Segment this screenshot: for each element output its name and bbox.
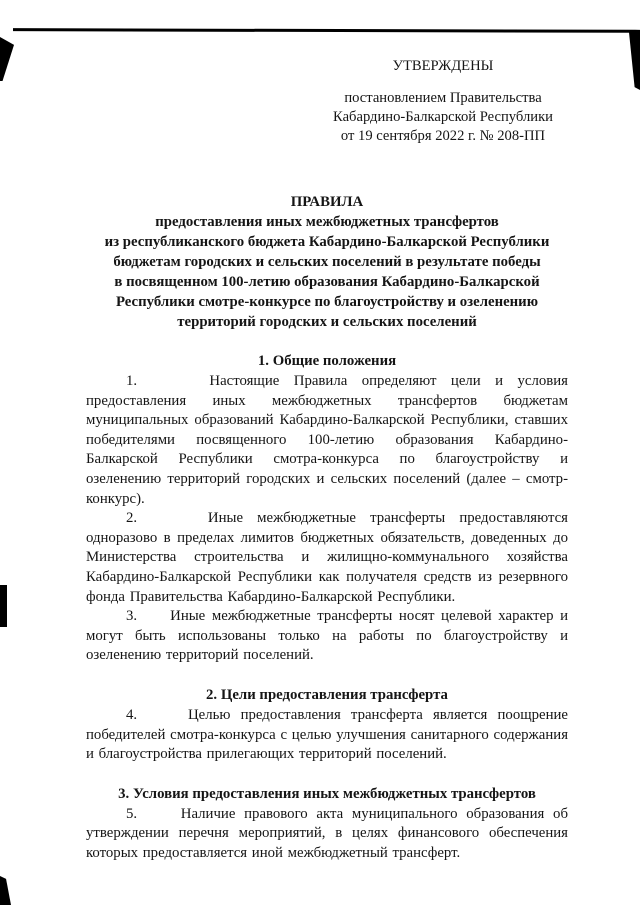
- scan-artifact-left-edge-ink-bar: [0, 585, 7, 627]
- section-heading: 2. Цели предоставления трансферта: [206, 686, 448, 703]
- document-title: [86, 192, 568, 332]
- section-heading: 3. Условия предоставления иных межбюджетных трансфертов: [118, 785, 536, 802]
- title-line: из республиканского бюджета Кабардино-Балкарской Республики: [104, 234, 550, 250]
- section-heading: 1. Общие положения: [257, 353, 397, 369]
- paragraph-1: 1. Настоящие Правила определяют цели и условия предоставления иных межбюджетных трансфертов бюджетам муниципальных образований Кабардино-Балкарской Республики, ставших победителями посвященного 100-летию образования Кабардино-Балкарской Республики смотра-конкурса по благоустройству и озеленению территорий городских и сельских поселений (далее – смотр-конкурс).: [86, 373, 568, 507]
- document-content: [86, 0, 568, 863]
- section-general-provisions: [86, 351, 568, 666]
- approval-date-number-line: от 19 сентября 2022 г. № 208-ПП: [340, 128, 546, 144]
- title-line: бюджетам городских и сельских поселений в результате победы: [113, 254, 541, 270]
- title-line: территорий городских и сельских поселений: [177, 314, 477, 330]
- approval-word: УТВЕРЖДЕНЫ: [392, 58, 494, 74]
- title-line: ПРАВИЛА: [290, 194, 364, 210]
- approval-resolution-line: постановлением Правительства: [344, 90, 542, 106]
- title-line: в посвященном 100-летию образования Кабардино-Балкарской: [114, 274, 540, 290]
- paragraph-5: 5. Наличие правового акта муниципального образования об утверждении перечня мероприятий, в целях финансового обеспечения которых предоставляется иной межбюджетный трансферт.: [86, 805, 568, 861]
- paragraph-2: 2. Иные межбюджетные трансферты предоставляются одноразово в пределах лимитов бюджетных обязательств, доведенных до Министерства строительства и жилищно-коммунального хозяйства Кабардино-Балкарской Республики как получателя средств из резервного фонда Правительства Кабардино-Балкарской Республики.: [86, 510, 568, 605]
- title-line: предоставления иных межбюджетных трансфертов: [155, 214, 499, 230]
- title-line: Республики смотре-конкурсе по благоустройству и озеленению: [115, 294, 539, 310]
- paragraph-4: 4. Целью предоставления трансферта является поощрение победителей смотра-конкурса с целью улучшения санитарного содержания и благоустройства прилегающих территорий поселений.: [86, 706, 568, 763]
- section-transfer-conditions: [86, 784, 568, 864]
- scan-artifact-bottom-left-ink-mark: [0, 876, 11, 905]
- paragraph-3: 3. Иные межбюджетные трансферты носят целевой характер и могут быть использованы только на работы по благоустройству и озеленению территорий поселений.: [86, 608, 568, 664]
- approval-republic-line: Кабардино-Балкарской Республики: [333, 109, 553, 125]
- scan-artifact-top-right-ink-mark: [628, 32, 640, 90]
- approval-block: [318, 57, 568, 146]
- section-transfer-goals: [86, 685, 568, 765]
- scan-artifact-top-left-ink-mark: [0, 37, 14, 81]
